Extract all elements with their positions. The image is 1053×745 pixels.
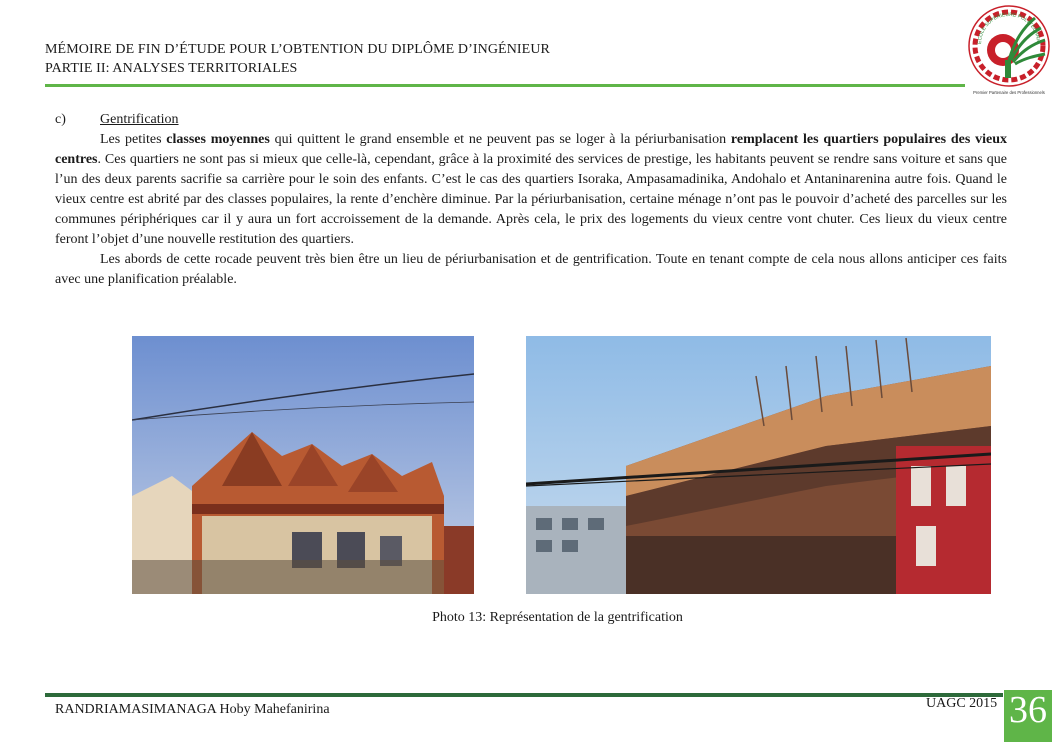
p1-bold-a: classes moyennes <box>166 132 270 147</box>
footer-author: RANDRIAMASIMANAGA Hoby Mahefanirina <box>55 702 330 717</box>
footer-org: UAGC 2015 <box>926 696 998 711</box>
logo-tagline: Premier Partenaire des Professionnels <box>973 90 1045 95</box>
section-heading <box>55 112 179 128</box>
header-title: MÉMOIRE DE FIN D’ÉTUDE POUR L’OBTENTION DU DIPLÔME D’INGÉNIEUR <box>45 42 550 57</box>
photo-colonial-house <box>132 336 474 594</box>
logo-ring-text: ECOLE SUPERIEURE POLYTECHNIQ <box>976 11 1042 45</box>
p1-bold-b: remplacent les quartiers populaires des vieux centres <box>55 132 1007 167</box>
header-subtitle: PARTIE II: ANALYSES TERRITORIALES <box>45 61 298 76</box>
paragraph-2: Les abords de cette rocade peuvent très bien être un lieu de périurbanisation et de gentrification. Toute en tenant compte de cela nous allons anticiper ces faits avec une planification préalable. <box>55 252 1007 287</box>
school-logo <box>965 0 1053 98</box>
paragraph-1 <box>55 130 1007 250</box>
photo-brick-buildings <box>526 336 991 594</box>
header-rule <box>45 84 965 87</box>
photo-caption: Photo 13: Représentation de la gentrification <box>432 610 683 625</box>
p1-text-b: qui quittent le grand ensemble et ne peuvent pas se loger à la périurbanisation <box>269 132 731 147</box>
p1-text-a: Les petites <box>100 132 167 147</box>
section-title: Gentrification <box>100 112 179 127</box>
body-text <box>55 130 1007 290</box>
footer-rule <box>45 693 1003 697</box>
section-number: c) <box>55 112 66 127</box>
p1-text-c: . Ces quartiers ne sont pas si mieux que celle-là, cependant, grâce à la proximité des services de prestige, les habitants peuvent se rendre sans voiture et sans que l’un des deux parents sacrifie sa carrière pour le soin des enfants. C’est le cas des quartiers Isoraka, Ampasamadinika, Andohalo et Antaninarenina autre fois. Quand le vieux centre est abrité par des classes populaires, la rente d’enchère diminue. Par la périurbanisation, certaine ménage n’ont pas le pouvoir d’acheté des parcelles sur les communes périphériques car il y aura un fort accroissement de la demande. Après cela, le prix des logements du vieux centre vont chuter. Ces lieux du vieux centre feront l’objet d’une nouvelle restitution des quartiers. <box>55 152 1007 247</box>
page-number: 36 <box>1004 690 1052 742</box>
